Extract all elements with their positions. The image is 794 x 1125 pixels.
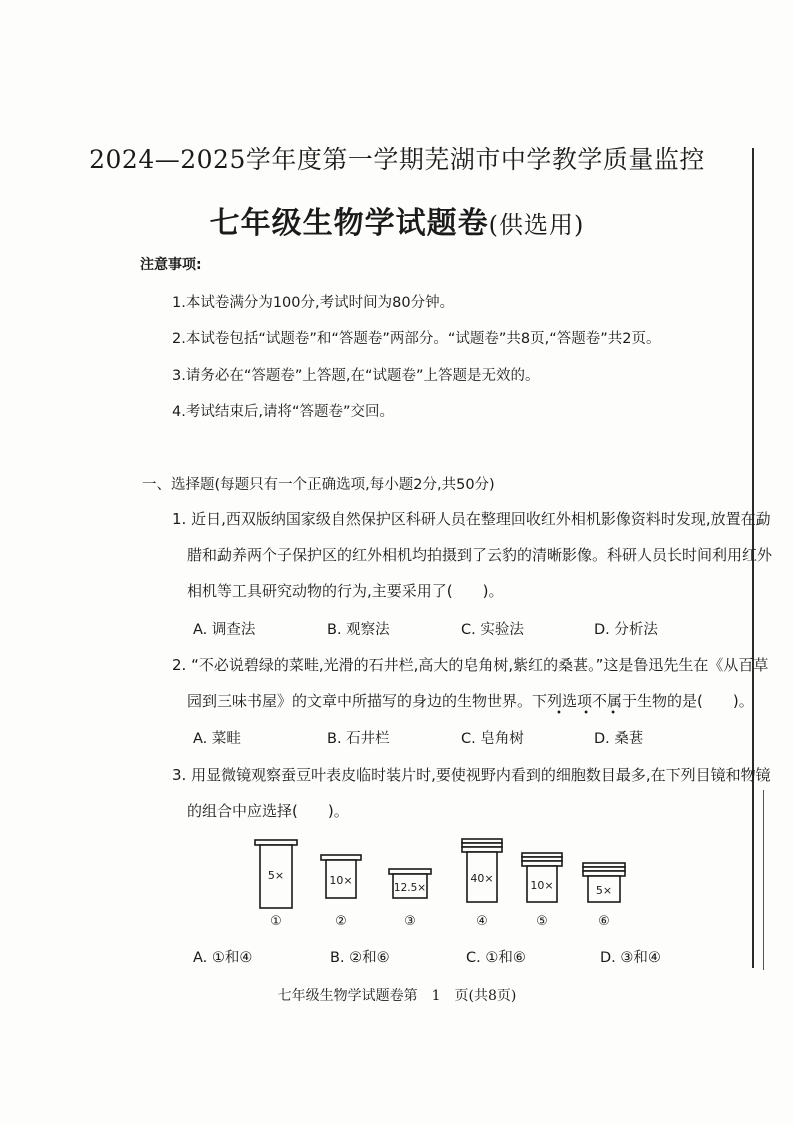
lens-label: 12.5×: [393, 882, 427, 894]
objective-4: [462, 839, 502, 902]
subject-title-main: 七年级生物学试题卷: [209, 206, 489, 241]
lens-label: 10×: [329, 874, 353, 887]
question-2-option-b: B. 石井栏: [327, 731, 390, 747]
notice-item: 3.请务必在“答题卷”上答题,在“试题卷”上答题是无效的。: [172, 368, 540, 384]
lens-label: 10×: [530, 879, 554, 892]
lens-number: ④: [476, 914, 488, 929]
notice-heading: 注意事项:: [140, 257, 202, 273]
lens-number: ⑥: [598, 914, 610, 929]
lens-label: 5×: [595, 884, 613, 897]
subject-title-suffix: (供选用): [488, 211, 585, 239]
lens-number: ②: [335, 914, 347, 929]
binding-line-lower: [763, 790, 764, 970]
question-3-line: 3. 用显微镜观察蚕豆叶表皮临时装片时,要使视野内看到的细胞数目最多,在下列目镜和物镜: [172, 766, 771, 784]
question-2-option-a: A. 菜畦: [193, 731, 241, 747]
question-1-option-d: D. 分析法: [594, 622, 658, 638]
page-footer: 七年级生物学试题卷第 1 页(共8页): [277, 988, 517, 1004]
question-2-line: 园到三味书屋》的文章中所描写的身边的生物世界。下列选项不属于生物的是( )。: [187, 692, 754, 710]
objective-5: [522, 853, 562, 902]
section-heading: 一、选择题(每题只有一个正确选项,每小题2分,共50分): [142, 477, 495, 493]
question-1-option-a: A. 调查法: [193, 622, 256, 638]
question-1-line: 1. 近日,西双版纳国家级自然保护区科研人员在整理回收红外相机影像资料时发现,放置在勐: [172, 510, 771, 528]
notice-item: 4.考试结束后,请将“答题卷”交回。: [172, 404, 394, 420]
question-3-option-d: D. ③和④: [600, 950, 661, 966]
question-3-option-a: A. ①和④: [193, 950, 253, 966]
question-2-line: 2. “不必说碧绿的菜畦,光滑的石井栏,高大的皂角树,紫红的桑葚。”这是鲁迅先生在《从百草: [172, 656, 769, 674]
question-1-option-c: C. 实验法: [461, 622, 524, 638]
question-2-option-d: D. 桑葚: [594, 731, 644, 747]
lens-number: ①: [270, 914, 282, 929]
question-1-line: 相机等工具研究动物的行为,主要采用了( )。: [187, 582, 504, 600]
question-3-line: 的组合中应选择( )。: [187, 802, 349, 820]
lens-number: ⑤: [536, 914, 548, 929]
subject-title: [0, 198, 794, 242]
notice-item: 1.本试卷满分为100分,考试时间为80分钟。: [172, 295, 455, 311]
question-1-option-b: B. 观察法: [327, 622, 390, 638]
notice-item: 2.本试卷包括“试题卷”和“答题卷”两部分。“试题卷”共8页,“答题卷”共2页。: [172, 331, 661, 347]
question-2-option-c: C. 皂角树: [461, 731, 524, 747]
lens-diagram: [240, 835, 640, 930]
question-3-option-c: C. ①和⑥: [466, 950, 526, 966]
lens-number: ③: [404, 914, 416, 929]
exam-title: 2024—2025学年度第一学期芜湖市中学教学质量监控: [89, 145, 705, 174]
question-1-line: 腊和勐养两个子保护区的红外相机均拍摄到了云豹的清晰影像。科研人员长时间利用红外: [187, 546, 773, 564]
lens-label: 5×: [267, 869, 285, 882]
lens-label: 40×: [470, 872, 494, 885]
question-3-option-b: B. ②和⑥: [330, 950, 390, 966]
emphasis-dots: • • •: [556, 708, 626, 719]
